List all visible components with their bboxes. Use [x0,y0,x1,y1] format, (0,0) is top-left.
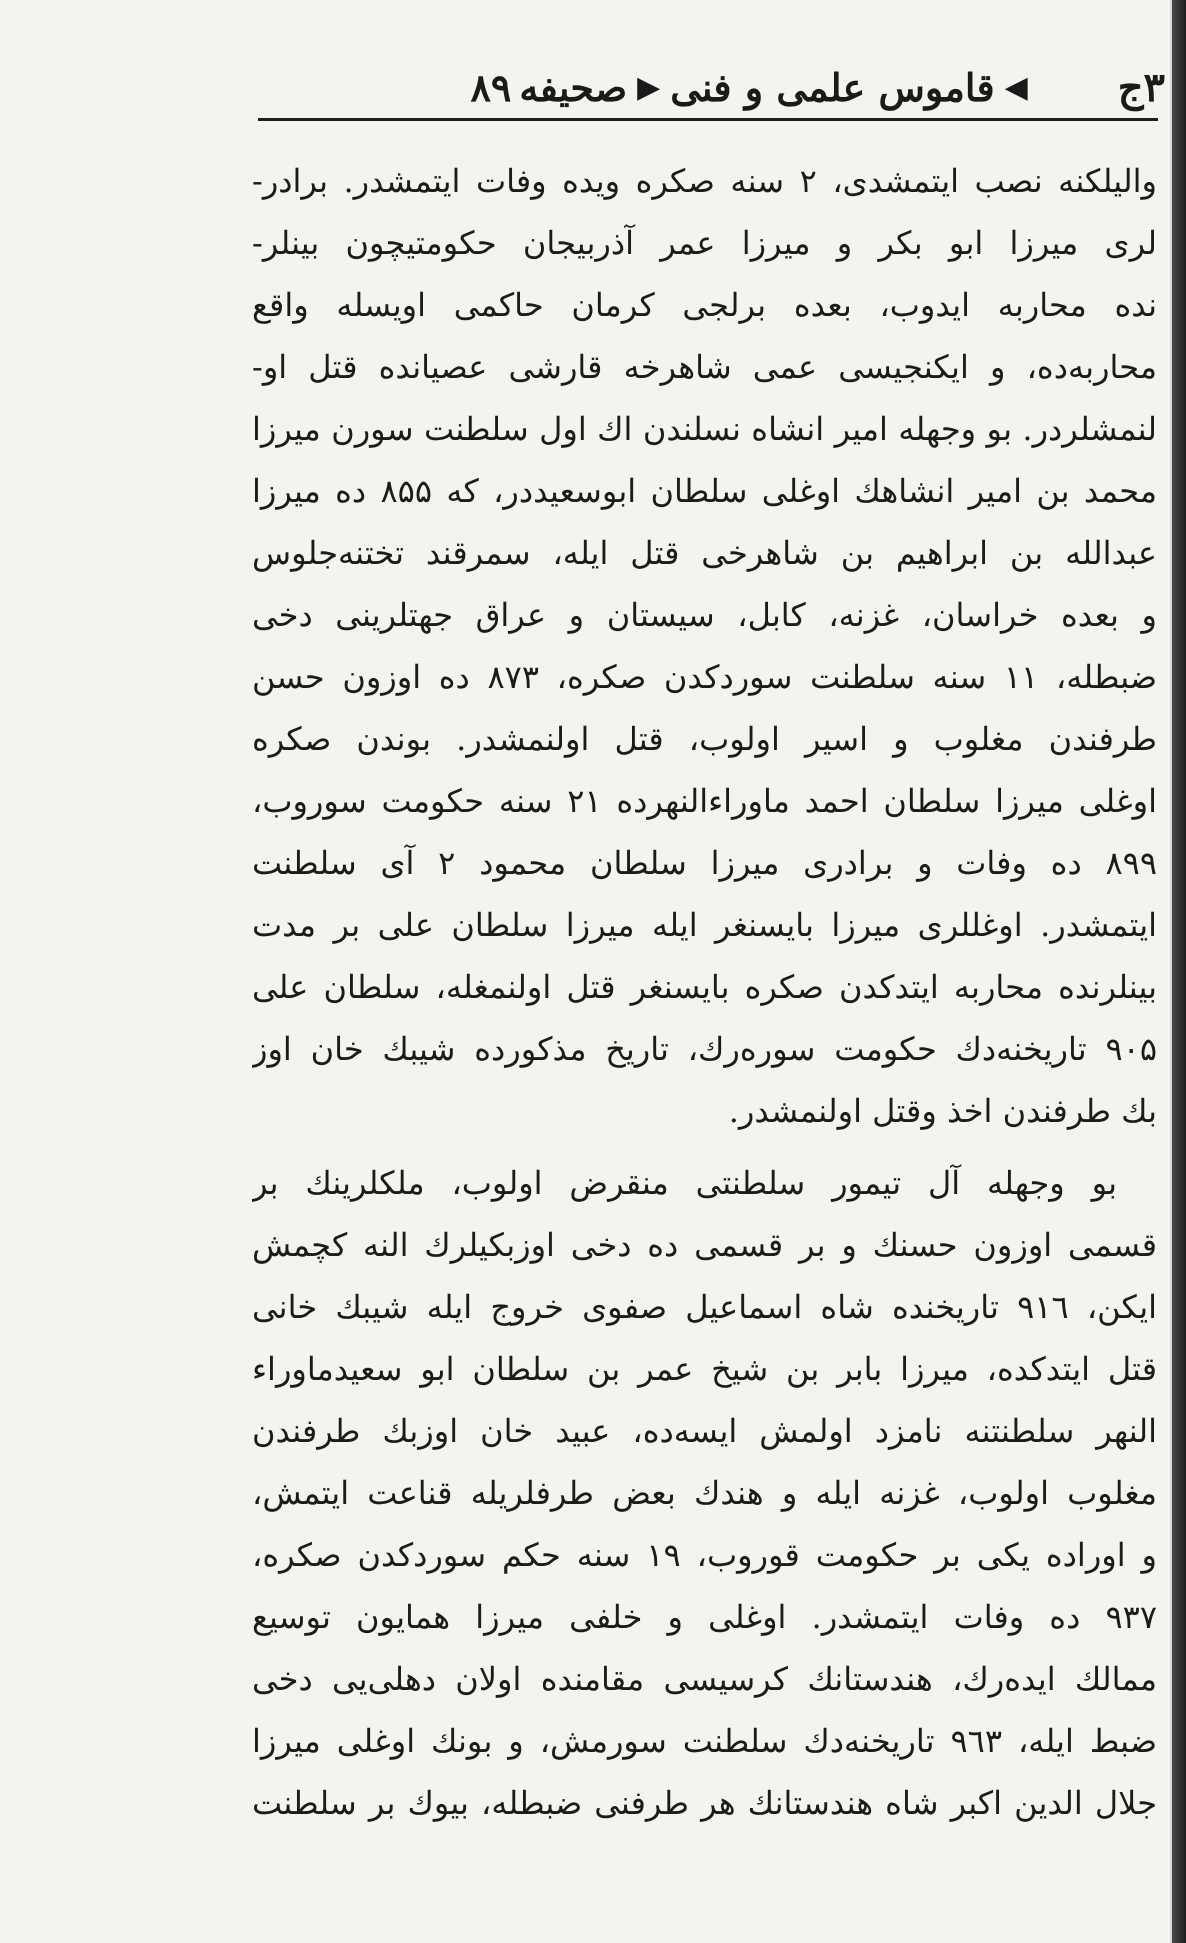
text-line: النهر سلطنتنه نامزد اولمش ايسه‌ده، عبيد خان اوزبك طرفندن [252,1412,1157,1450]
text-line: بك طرفندن اخذ وقتل اولنمشدر. [728,1092,1157,1130]
running-header [255,62,1165,112]
text-line: محاربه‌ده، و ايكنجيسى عمى شاهرخه قارشى عصيانده قتل او- [252,348,1157,386]
text-line: ايتمشدر. اوغللرى ميرزا بايسنغر ايله ميرزا سلطان على بر مدت [252,906,1157,944]
text-line: و بعده خراسان، غزنه، كابل، سيستان و عراق جهتلرينى دخى [252,596,1157,634]
text-line: ۹۰۵ تاريخنه‌دك حكومت سورەرك، تاريخ مذكورده شيبك خان اوز [252,1030,1157,1068]
book-title: قاموس علمى و فنى [670,64,995,110]
text-line: ايكن، ۹۱٦ تاريخنده شاه اسماعيل صفوى خروج ايله شيبك خانى [252,1288,1157,1326]
text-line: ضبطله، ۱۱ سنه سلطنت سوردكدن صكره، ۸۷۳ ده اوزون حسن [252,658,1157,696]
text-line: اوغلى ميرزا سلطان احمد ماوراءالنهرده ۲۱ سنه حكومت سوروب، [252,782,1157,820]
text-line: قتل ايتدكده، ميرزا بابر بن شيخ عمر بن سلطان ابو سعيدماوراء [252,1350,1157,1388]
text-line: مغلوب اولوب، غزنه ايله و هندك بعض طرفلريله قناعت ايتمش، [252,1474,1157,1512]
header-rule [258,118,1158,121]
text-line: طرفندن مغلوب و اسير اولوب، قتل اولنمشدر. بوندن صكره [252,720,1157,758]
text-line: جلال الدين اكبر شاه هندستانك هر طرفنى ضبطله، بيوك بر سلطنت [252,1784,1157,1822]
text-line: و اوراده يكى بر حكومت قوروب، ۱۹ سنه حكم سوردكدن صكره، [252,1536,1157,1574]
text-line: ممالك ايده‌رك، هندستانك كرسيسى مقامنده اولان دهلى‌يى دخى [252,1660,1157,1698]
text-line: واليلكنه نصب ايتمشدى، ۲ سنه صكره ويده وفات ايتمشدر. برادر- [252,162,1157,200]
text-line: عبدالله بن ابراهيم بن شاهرخى قتل ايله، سمرقند تختنه‌جلوس [252,534,1157,572]
volume-label: ۳ج [1117,63,1165,111]
paragraph [252,150,1157,1142]
text-line: محمد بن امير انشاهك اوغلى سلطان ابوسعيددر، كه ۸۵۵ ده ميرزا [252,472,1157,510]
arrow-left-icon: ◀ [1004,69,1028,105]
text-line: بينلرنده محاربه ايتدكدن صكره بايسنغر قتل اولنمغله، سلطان على [252,968,1157,1006]
text-line: بو وجهله آل تيمور سلطنتى منقرض اولوب، ملكلرينك بر [252,1164,1117,1202]
text-line: ۹۳۷ ده وفات ايتمشدر. اوغلى و خلفى ميرزا همايون توسيع [252,1598,1157,1636]
text-line: ضبط ايله، ۹٦۳ تاريخنه‌دك سلطنت سورمش، و بونك اوغلى ميرزا [252,1722,1157,1760]
text-line: ۸۹۹ ده وفات و برادرى ميرزا سلطان محمود ۲ آى سلطنت [252,844,1157,882]
text-line: لنمشلردر. بو وجهله امير انشاه نسلندن اك اول سلطنت سورن ميرزا [252,410,1157,448]
arrow-right-icon: ▶ [637,69,661,105]
text-line: قسمى اوزون حسنك و بر قسمى ده دخى اوزبكيلرك النه كچمش [252,1226,1157,1264]
text-line: نده محاربه ايدوب، بعده برلجى كرمان حاكمى اويسله واقع [252,286,1157,324]
text-line: لرى ميرزا ابو بكر و ميرزا عمر آذربيجان حكومتيچون بينلر- [252,224,1157,262]
page-number: ۸۹ [470,64,512,110]
paragraph [252,1152,1157,1834]
page-label: صحيفه [519,64,628,110]
page-edge-shadow [1172,0,1186,1943]
article-body [252,150,1157,1834]
